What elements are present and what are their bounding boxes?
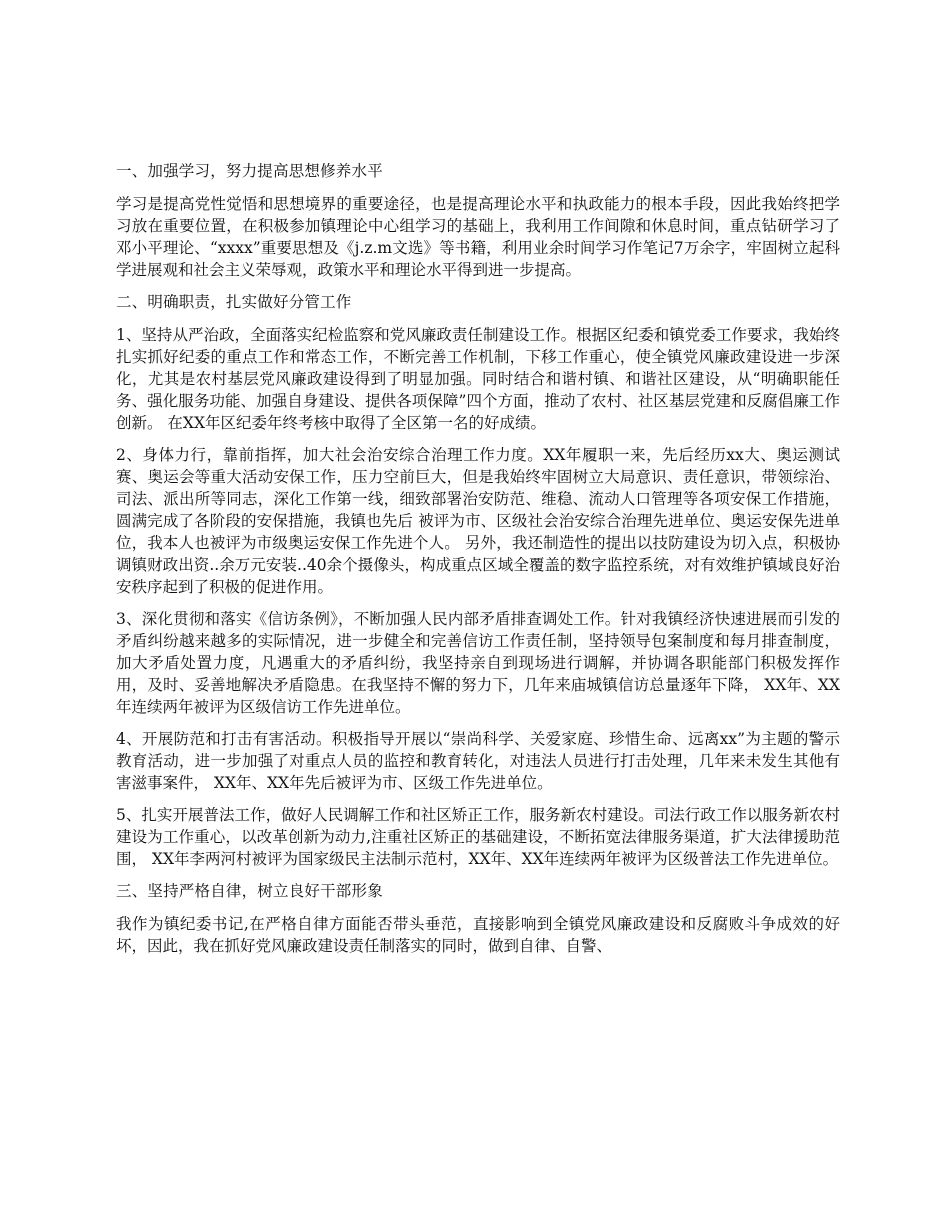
- paragraph-item-3: 3、深化贯彻和落实《信访条例》，不断加强人民内部矛盾排查调处工作。针对我镇经济快速进展而引发的矛盾纠纷越来越多的实际情况，进一步健全和完善信访工作责任制，坚持领导包案制度和每月排查制度，加大矛盾处置力度，凡遇重大的矛盾纠纷，我坚持亲自到现场进行调解，并协调各职能部门积极发挥作用，及时、妥善地解决矛盾隐患。在我坚持不懈的努力下，几年来庙城镇信访总量逐年下降， XX年、XX年连续两年被评为区级信访工作先进单位。: [116, 610, 840, 716]
- section-heading-3: 三、坚持严格自律，树立良好干部形象: [116, 882, 383, 900]
- paragraph-item-4: 4、开展防范和打击有害活动。积极指导开展以“崇尚科学、关爱家庭、珍惜生命、远离xx”为主题的警示教育活动，进一步加强了对重点人员的监控和教育转化，对违法人员进行打击处理，几年来未发生其他有害滋事案件， XX年、XX年先后被评为市、区级工作先进单位。: [116, 730, 840, 792]
- paragraph-item-2: 2、身体力行，靠前指挥，加大社会治安综合治理工作力度。XX年履职一来，先后经历xx大、奥运测试赛、奥运会等重大活动安保工作，压力空前巨大，但是我始终牢固树立大局意识、责任意识，带领综治、司法、派出所等同志，深化工作第一线，细致部署治安防范、维稳、流动人口管理等各项安保工作措施，圆满完成了各阶段的安保措施，我镇也先后 被评为市、区级社会治安综合治理先进单位、奥运安保先进单位，我本人也被评为市级奥运安保工作先进个人。 另外，我还制造性的提出以技防建设为切入点，积极协调镇财政出资..余万元安装..40余个摄像头，构成重点区域全覆盖的数字监控系统，对有效维护镇域良好治安秩序起到了积极的促进作用。: [116, 446, 840, 596]
- paragraph-item-5: 5、扎实开展普法工作，做好人民调解工作和社区矫正工作，服务新农村建设。司法行政工作以服务新农村建设为工作重心，以改革创新为动力,注重社区矫正的基础建设，不断拓宽法律服务渠道，扩大法律援助范围， XX年李两河村被评为国家级民主法制示范村，XX年、XX年连续两年被评为区级普法工作先进单位。: [116, 806, 840, 868]
- document-page: [116, 160, 840, 967]
- paragraph-study: 学习是提高党性觉悟和思想境界的重要途径，也是提高理论水平和执政能力的根本手段，因此我始终把学习放在重要位置，在积极参加镇理论中心组学习的基础上，我利用工作间隙和休息时间，重点钻研学习了邓小平理论、“xxxx”重要思想及《j.z.m文选》等书籍，利用业余时间学习作笔记7万余字，牢固树立起科学进展观和社会主义荣辱观，政策水平和理论水平得到进一步提高。: [116, 195, 840, 279]
- paragraph-self-discipline: 我作为镇纪委书记,在严格自律方面能否带头垂范，直接影响到全镇党风廉政建设和反腐败斗争成效的好坏，因此，我在抓好党风廉政建设责任制落实的同时，做到自律、自警、: [116, 915, 840, 955]
- paragraph-item-1: 1、坚持从严治政，全面落实纪检监察和党风廉政责任制建设工作。根据区纪委和镇党委工作要求，我始终扎实抓好纪委的重点工作和常态工作，不断完善工作机制，下移工作重心，使全镇党风廉政建设进一步深化，尤其是农村基层党风廉政建设得到了明显加强。同时结合和谐村镇、和谐社区建设，从“明确职能任务、强化服务功能、加强自身建设、提供各项保障”四个方面，推动了农村、社区基层党建和反腐倡廉工作创新。 在XX年区纪委年终考核中取得了全区第一名的好成绩。: [116, 326, 840, 432]
- section-heading-1: 一、加强学习，努力提高思想修养水平: [116, 162, 383, 180]
- section-heading-2: 二、明确职责，扎实做好分管工作: [116, 293, 352, 311]
